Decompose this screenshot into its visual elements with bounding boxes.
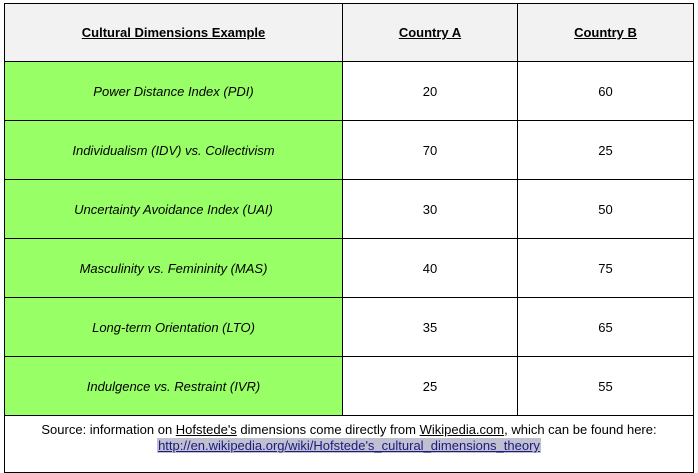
dimension-cell: Uncertainty Avoidance Index (UAI) <box>5 180 343 239</box>
dimension-cell: Long-term Orientation (LTO) <box>5 298 343 357</box>
source-note <box>5 416 694 473</box>
dimension-cell: Masculinity vs. Femininity (MAS) <box>5 239 343 298</box>
table-row <box>5 298 694 357</box>
country-a-value: 70 <box>343 121 518 180</box>
country-a-value: 35 <box>343 298 518 357</box>
source-suffix: , which can be found here: <box>504 422 657 437</box>
table-row <box>5 357 694 416</box>
table-row <box>5 121 694 180</box>
country-b-value: 55 <box>518 357 694 416</box>
hofstede-link[interactable]: Hofstede's <box>175 422 237 437</box>
wikipedia-link[interactable]: Wikipedia.com <box>419 422 505 437</box>
table-row <box>5 239 694 298</box>
header-dimension: Cultural Dimensions Example <box>5 4 343 62</box>
source-prefix: Source: information on <box>41 422 176 437</box>
country-a-value: 25 <box>343 357 518 416</box>
country-b-value: 50 <box>518 180 694 239</box>
dimension-cell: Indulgence vs. Restraint (IVR) <box>5 357 343 416</box>
table-row <box>5 62 694 121</box>
dimension-cell: Power Distance Index (PDI) <box>5 62 343 121</box>
header-country-b: Country B <box>518 4 694 62</box>
country-b-value: 25 <box>518 121 694 180</box>
country-b-value: 75 <box>518 239 694 298</box>
source-url-link[interactable]: http://en.wikipedia.org/wiki/Hofstede's_cultural_dimensions_theory <box>158 438 540 453</box>
country-a-value: 20 <box>343 62 518 121</box>
table-row <box>5 180 694 239</box>
source-row <box>5 416 694 473</box>
country-b-value: 60 <box>518 62 694 121</box>
country-b-value: 65 <box>518 298 694 357</box>
country-a-value: 40 <box>343 239 518 298</box>
dimension-cell: Individualism (IDV) vs. Collectivism <box>5 121 343 180</box>
cultural-dimensions-table <box>4 3 694 473</box>
header-country-a: Country A <box>343 4 518 62</box>
header-row <box>5 4 694 62</box>
country-a-value: 30 <box>343 180 518 239</box>
source-middle: dimensions come directly from <box>236 422 420 437</box>
